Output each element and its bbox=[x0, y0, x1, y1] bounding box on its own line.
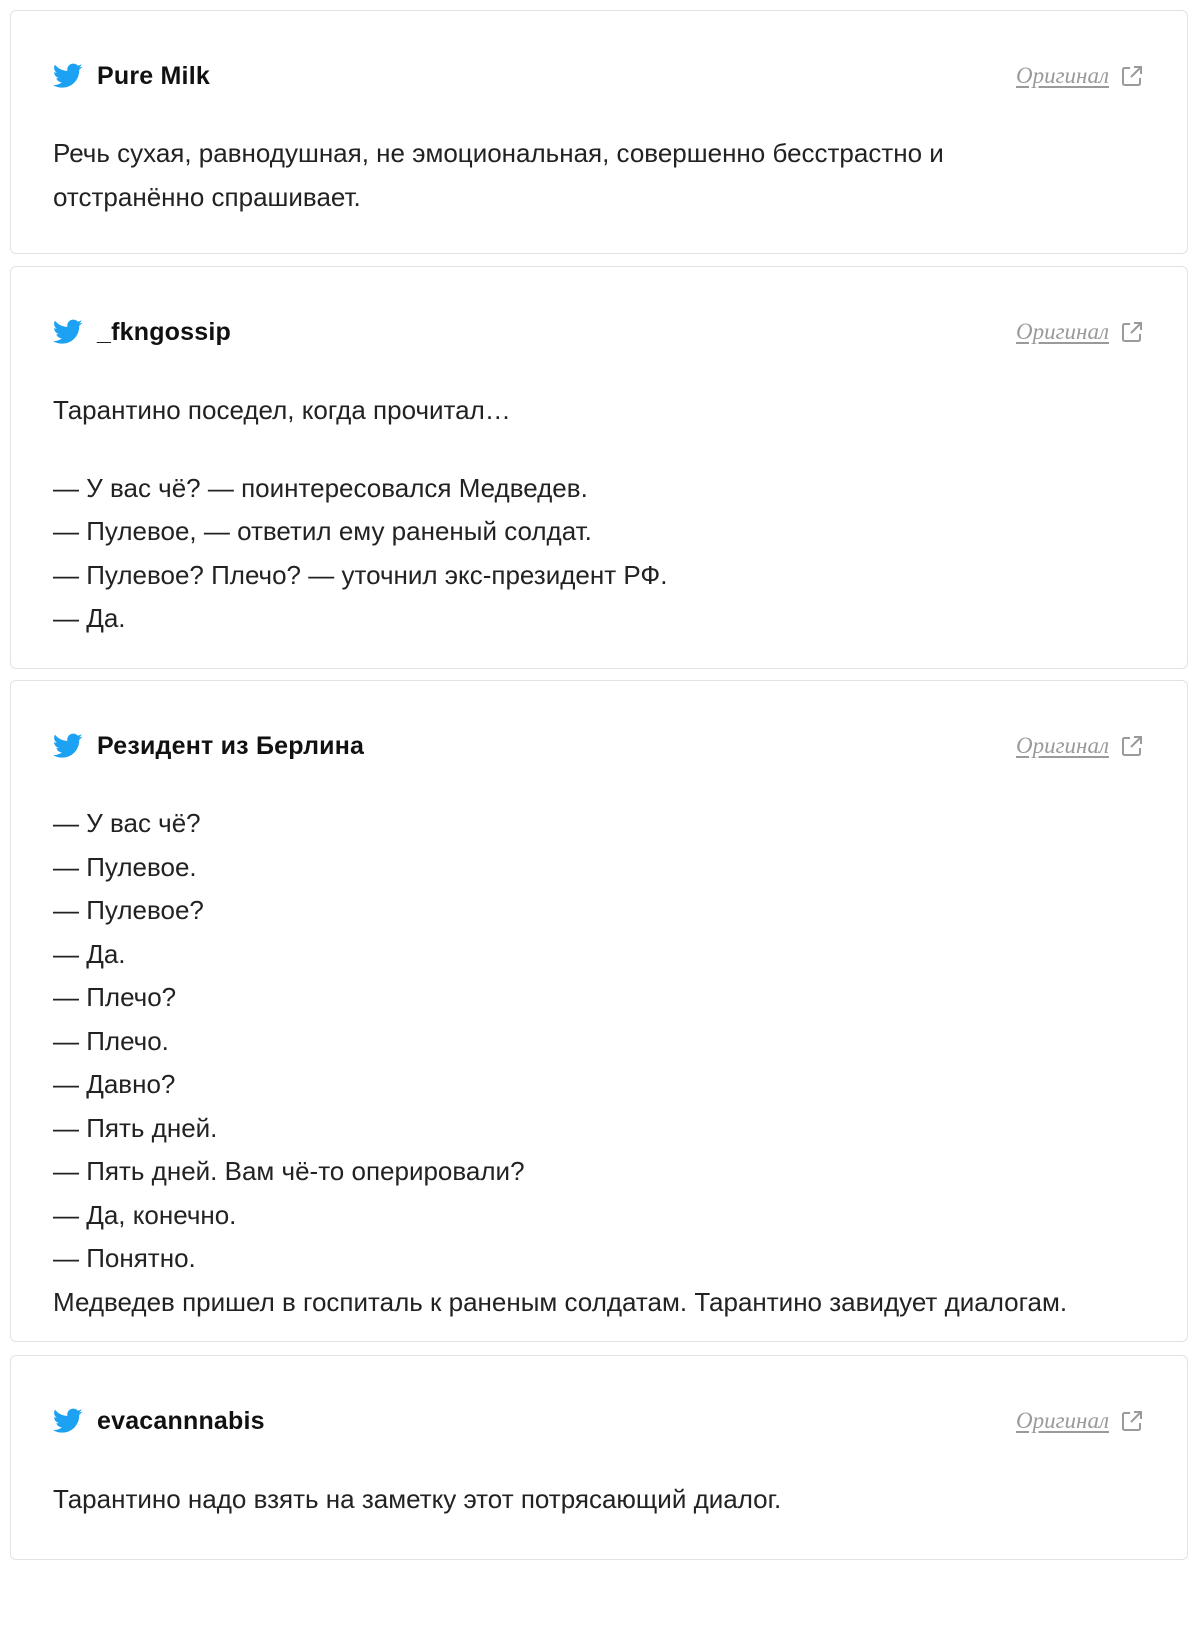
tweet-line: — Да. bbox=[53, 938, 126, 969]
author-name: Pure Milk bbox=[97, 61, 210, 90]
tweet-text bbox=[53, 802, 1147, 1324]
tweet-text bbox=[53, 1478, 1147, 1522]
twitter-bird-icon bbox=[53, 733, 83, 759]
tweet-line: — Пулевое? bbox=[53, 895, 204, 925]
tweet-author bbox=[53, 1407, 265, 1436]
tweet-author bbox=[53, 732, 364, 761]
tweet-line: — У вас чё? bbox=[53, 808, 201, 838]
tweet-line: — Пулевое, — ответил ему раненый солдат. bbox=[53, 516, 592, 546]
original-link[interactable] bbox=[1016, 319, 1145, 345]
tweet-card bbox=[10, 1355, 1188, 1560]
tweet-line: — Пулевое? Плечо? — уточнил экс-президент РФ. bbox=[53, 559, 668, 590]
tweet-line: отстранённо спрашивает. bbox=[53, 181, 361, 212]
tweet-line: Тарантино надо взять на заметку этот потрясающий диалог. bbox=[53, 1484, 782, 1514]
tweet-line: — Пулевое. bbox=[53, 851, 197, 882]
tweet-header bbox=[53, 313, 1145, 351]
tweet-line: Медведев пришел в госпиталь к раненым солдатам. Тарантино завидует диалогам. bbox=[53, 1286, 1068, 1317]
original-link-label[interactable]: Оригинал bbox=[1015, 319, 1109, 344]
external-link-icon[interactable] bbox=[1119, 63, 1145, 89]
tweet-line: — Пять дней. bbox=[53, 1112, 218, 1143]
tweet-line: — Понятно. bbox=[53, 1243, 196, 1273]
paragraph-gap bbox=[53, 433, 1147, 467]
tweet-line: — Давно? bbox=[53, 1069, 176, 1099]
tweet-line: — Да. bbox=[53, 603, 126, 633]
original-link[interactable] bbox=[1016, 1408, 1145, 1434]
external-link-icon[interactable] bbox=[1119, 319, 1145, 345]
original-link-label[interactable]: Оригинал bbox=[1015, 63, 1109, 88]
original-link[interactable] bbox=[1016, 733, 1145, 759]
tweet-header bbox=[53, 57, 1145, 95]
twitter-bird-icon bbox=[53, 63, 83, 89]
twitter-bird-icon bbox=[53, 1408, 83, 1434]
tweet-line: — У вас чё? — поинтересовался Медведев. bbox=[53, 472, 588, 503]
tweet-text bbox=[53, 132, 1147, 219]
tweet-header bbox=[53, 1402, 1145, 1440]
original-link[interactable] bbox=[1016, 63, 1145, 89]
tweet-line: — Пять дней. Вам чё-то оперировали? bbox=[53, 1156, 525, 1186]
tweet-card bbox=[10, 680, 1188, 1342]
tweet-author bbox=[53, 62, 210, 91]
tweet-line: Речь сухая, равнодушная, не эмоциональная, совершенно бесстрастно и bbox=[53, 138, 944, 168]
tweet-author bbox=[53, 318, 231, 347]
external-link-icon[interactable] bbox=[1119, 1408, 1145, 1434]
tweet-line: — Плечо. bbox=[53, 1025, 169, 1056]
tweet-line: — Плечо? bbox=[53, 982, 177, 1012]
twitter-bird-icon bbox=[53, 319, 83, 345]
author-name: _fkngossip bbox=[97, 317, 231, 346]
tweet-line: — Да, конечно. bbox=[53, 1199, 237, 1230]
tweet-header bbox=[53, 727, 1145, 765]
tweet-card bbox=[10, 10, 1188, 254]
original-link-label[interactable]: Оригинал bbox=[1015, 733, 1109, 758]
tweet-text bbox=[53, 389, 1147, 641]
tweet-card bbox=[10, 266, 1188, 669]
author-name: Резидент из Берлина bbox=[97, 731, 365, 760]
author-name: evacannnabis bbox=[97, 1406, 265, 1435]
tweet-line: Тарантино поседел, когда прочитал… bbox=[53, 395, 511, 425]
original-link-label[interactable]: Оригинал bbox=[1015, 1408, 1109, 1433]
external-link-icon[interactable] bbox=[1119, 733, 1145, 759]
